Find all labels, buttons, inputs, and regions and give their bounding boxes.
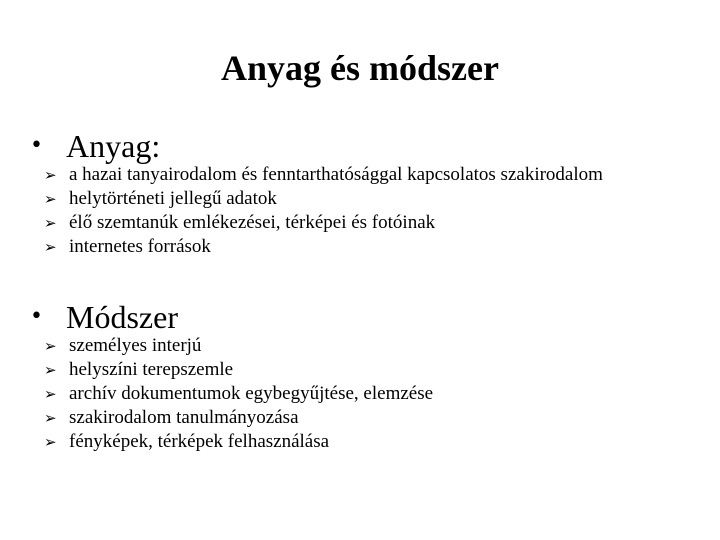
arrow-bullet-icon: ➢ <box>44 166 57 184</box>
list-item-text: archív dokumentumok egybegyűjtése, elemzése <box>69 383 434 404</box>
list-item <box>44 358 433 382</box>
list-item <box>44 163 603 187</box>
arrow-bullet-icon: ➢ <box>44 385 57 403</box>
bullet-icon: • <box>30 304 43 329</box>
section-heading-text: Módszer <box>66 299 178 335</box>
list-item <box>44 235 603 259</box>
list-item <box>44 334 433 358</box>
section-heading-text: Anyag: <box>66 128 161 164</box>
arrow-bullet-icon: ➢ <box>44 337 57 355</box>
list-item-text: a hazai tanyairodalom és fenntarthatósággal kapcsolatos szakirodalom <box>69 164 603 185</box>
anyag-list <box>44 163 603 259</box>
arrow-bullet-icon: ➢ <box>44 361 57 379</box>
list-item-text: internetes források <box>69 236 211 257</box>
list-item-text: szakirodalom tanulmányozása <box>69 407 299 428</box>
list-item-text: személyes interjú <box>69 335 202 356</box>
list-item-text: fényképek, térképek felhasználása <box>69 431 330 452</box>
slide-title: Anyag és módszer <box>221 48 499 88</box>
list-item-text: helytörténeti jellegű adatok <box>69 188 277 209</box>
arrow-bullet-icon: ➢ <box>44 433 57 451</box>
section-heading-modszer <box>30 297 178 337</box>
bullet-icon: • <box>30 133 43 158</box>
arrow-bullet-icon: ➢ <box>44 190 57 208</box>
list-item <box>44 382 433 406</box>
arrow-bullet-icon: ➢ <box>44 214 57 232</box>
list-item <box>44 430 433 454</box>
list-item <box>44 187 603 211</box>
arrow-bullet-icon: ➢ <box>44 238 57 256</box>
list-item-text: élő szemtanúk emlékezései, térképei és fotóinak <box>69 212 436 233</box>
arrow-bullet-icon: ➢ <box>44 409 57 427</box>
list-item <box>44 406 433 430</box>
section-heading-anyag <box>30 126 160 166</box>
modszer-list <box>44 334 433 454</box>
list-item <box>44 211 603 235</box>
list-item-text: helyszíni terepszemle <box>69 359 234 380</box>
